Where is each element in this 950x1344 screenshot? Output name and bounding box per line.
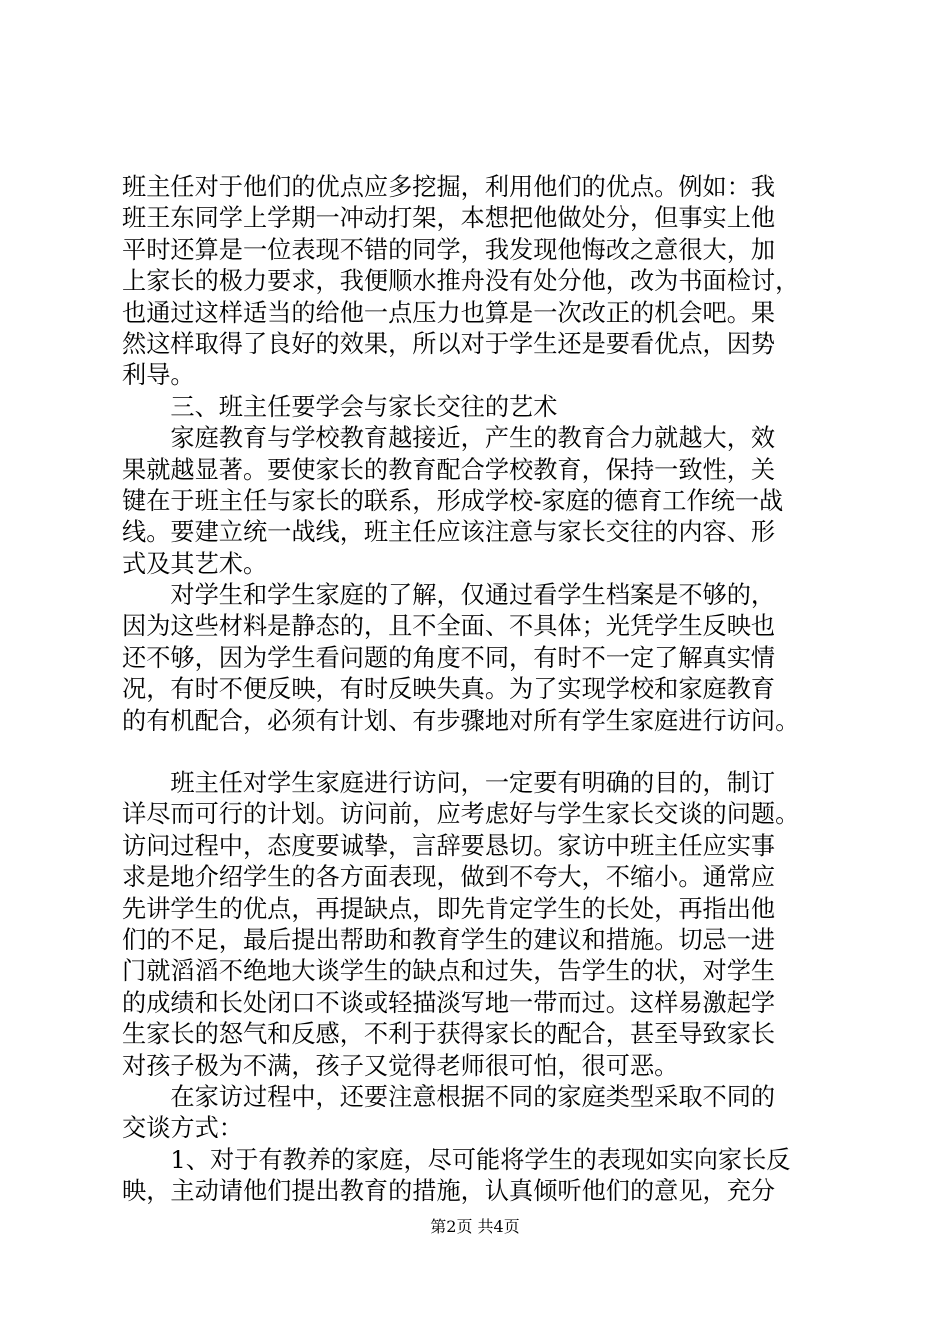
text-line: 生家长的怒气和反感，不利于获得家长的配合，甚至导致家长 [122, 1020, 776, 1049]
text-line: 班主任对学生家庭进行访问，一定要有明确的目的，制订 [122, 769, 776, 798]
text-line: 先讲学生的优点，再提缺点，即先肯定学生的长处，再指出他 [122, 894, 776, 923]
text-line: 交谈方式： [122, 1114, 243, 1143]
text-line: 果就越显著。要使家长的教育配合学校教育，保持一致性，关 [122, 455, 776, 484]
text-line: 家庭教育与学校教育越接近，产生的教育合力就越大，效 [122, 424, 776, 453]
document-body [122, 172, 832, 1208]
text-line: 对学生和学生家庭的了解，仅通过看学生档案是不够的， [122, 581, 776, 610]
text-line: 上家长的极力要求，我便顺水推舟没有处分他，改为书面检讨， [122, 267, 800, 296]
text-line: 映，主动请他们提出教育的措施，认真倾听他们的意见，充分 [122, 1177, 776, 1206]
text-line: 线。要建立统一战线，班主任应该注意与家长交往的内容、形 [122, 518, 776, 547]
text-line: 键在于班主任与家长的联系，形成学校-家庭的德育工作统一战 [122, 486, 784, 515]
text-line: 的有机配合，必须有计划、有步骤地对所有学生家庭进行访问。 [122, 706, 800, 735]
text-line: 对孩子极为不满，孩子又觉得老师很可怕，很可恶。 [122, 1051, 679, 1080]
page-footer [0, 1217, 950, 1237]
text-line: 在家访过程中，还要注意根据不同的家庭类型采取不同的 [122, 1082, 776, 1111]
text-line: 详尽而可行的计划。访问前，应考虑好与学生家长交谈的问题。 [122, 800, 800, 829]
text-line: 然这样取得了良好的效果，所以对于学生还是要看优点，因势 [122, 329, 776, 358]
text-line: 访问过程中，态度要诚挚，言辞要恳切。家访中班主任应实事 [122, 831, 776, 860]
text-line: 平时还算是一位表现不错的同学，我发现他悔改之意很大，加 [122, 235, 776, 264]
page-number-label: 第2页 共4页 [430, 1217, 520, 1236]
text-line: 也通过这样适当的给他一点压力也算是一次改正的机会吧。果 [122, 298, 776, 327]
text-line: 因为这些材料是静态的，且不全面、不具体；光凭学生反映也 [122, 612, 776, 641]
blank-line [122, 737, 832, 768]
text-line: 求是地介绍学生的各方面表现，做到不夸大，不缩小。通常应 [122, 863, 776, 892]
text-line: 班主任对于他们的优点应多挖掘，利用他们的优点。例如：我 [122, 173, 776, 201]
text-line: 利导。 [122, 361, 195, 390]
text-line: 还不够，因为学生看问题的角度不同，有时不一定了解真实情 [122, 643, 776, 672]
text-line: 们的不足，最后提出帮助和教育学生的建议和措施。切忌一进 [122, 925, 776, 954]
section-heading: 三、班主任要学会与家长交往的艺术 [122, 392, 558, 421]
text-line: 况，有时不便反映，有时反映失真。为了实现学校和家庭教育 [122, 675, 776, 704]
text-line: 的成绩和长处闭口不谈或轻描淡写地一带而过。这样易激起学 [122, 988, 776, 1017]
text-line: 门就滔滔不绝地大谈学生的缺点和过失，告学生的状，对学生 [122, 957, 776, 986]
text-line: 1、对于有教养的家庭，尽可能将学生的表现如实向家长反 [122, 1145, 791, 1174]
text-line: 式及其艺术。 [122, 549, 268, 578]
text-line: 班王东同学上学期一冲动打架，本想把他做处分，但事实上他 [122, 204, 776, 233]
